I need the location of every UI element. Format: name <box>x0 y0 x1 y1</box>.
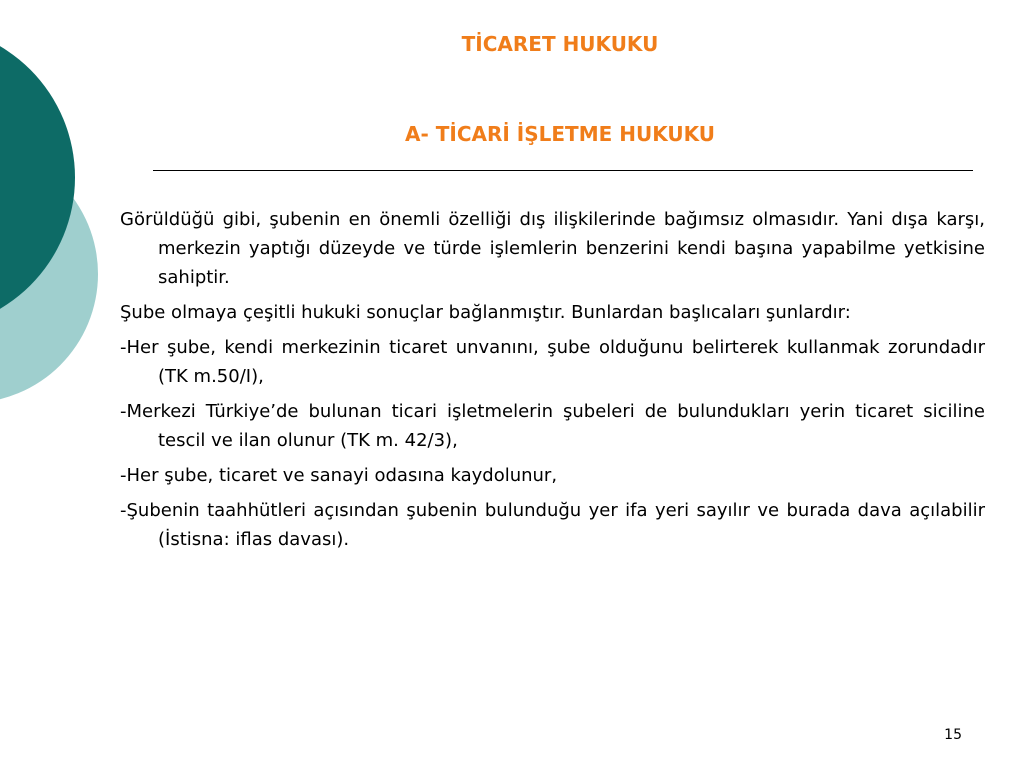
slide-subtitle: A- TİCARİ İŞLETME HUKUKU <box>405 122 715 146</box>
body-paragraph: Görüldüğü gibi, şubenin en önemli özelliği dış ilişkilerinde bağımsız olmasıdır. Yani dışa karşı, merkezin yaptığı düzeyde ve türde işlemlerin benzerini kendi başına yapabilme yetkisine sahiptir. <box>120 209 985 288</box>
body-paragraph: -Şubenin taahhütleri açısından şubenin bulunduğu yer ifa yeri sayılır ve burada dava açılabilir (İstisna: iflas davası). <box>120 500 985 550</box>
body-paragraph: -Her şube, ticaret ve sanayi odasına kaydolunur, <box>120 465 558 486</box>
body-paragraph: -Her şube, kendi merkezinin ticaret unvanını, şube olduğunu belirterek kullanmak zorundadır (TK m.50/I), <box>120 337 985 387</box>
slide-body <box>120 205 985 560</box>
title-divider <box>153 170 973 171</box>
body-paragraph: Şube olmaya çeşitli hukuki sonuçlar bağlanmıştır. Bunlardan başlıcaları şunlardır: <box>120 302 851 323</box>
slide-title: TİCARET HUKUKU <box>461 32 659 56</box>
page-number: 15 <box>944 727 962 743</box>
body-paragraph: -Merkezi Türkiye’de bulunan ticari işletmelerin şubeleri de bulundukları yerin ticaret siciline tescil ve ilan olunur (TK m. 42/3), <box>120 401 985 451</box>
